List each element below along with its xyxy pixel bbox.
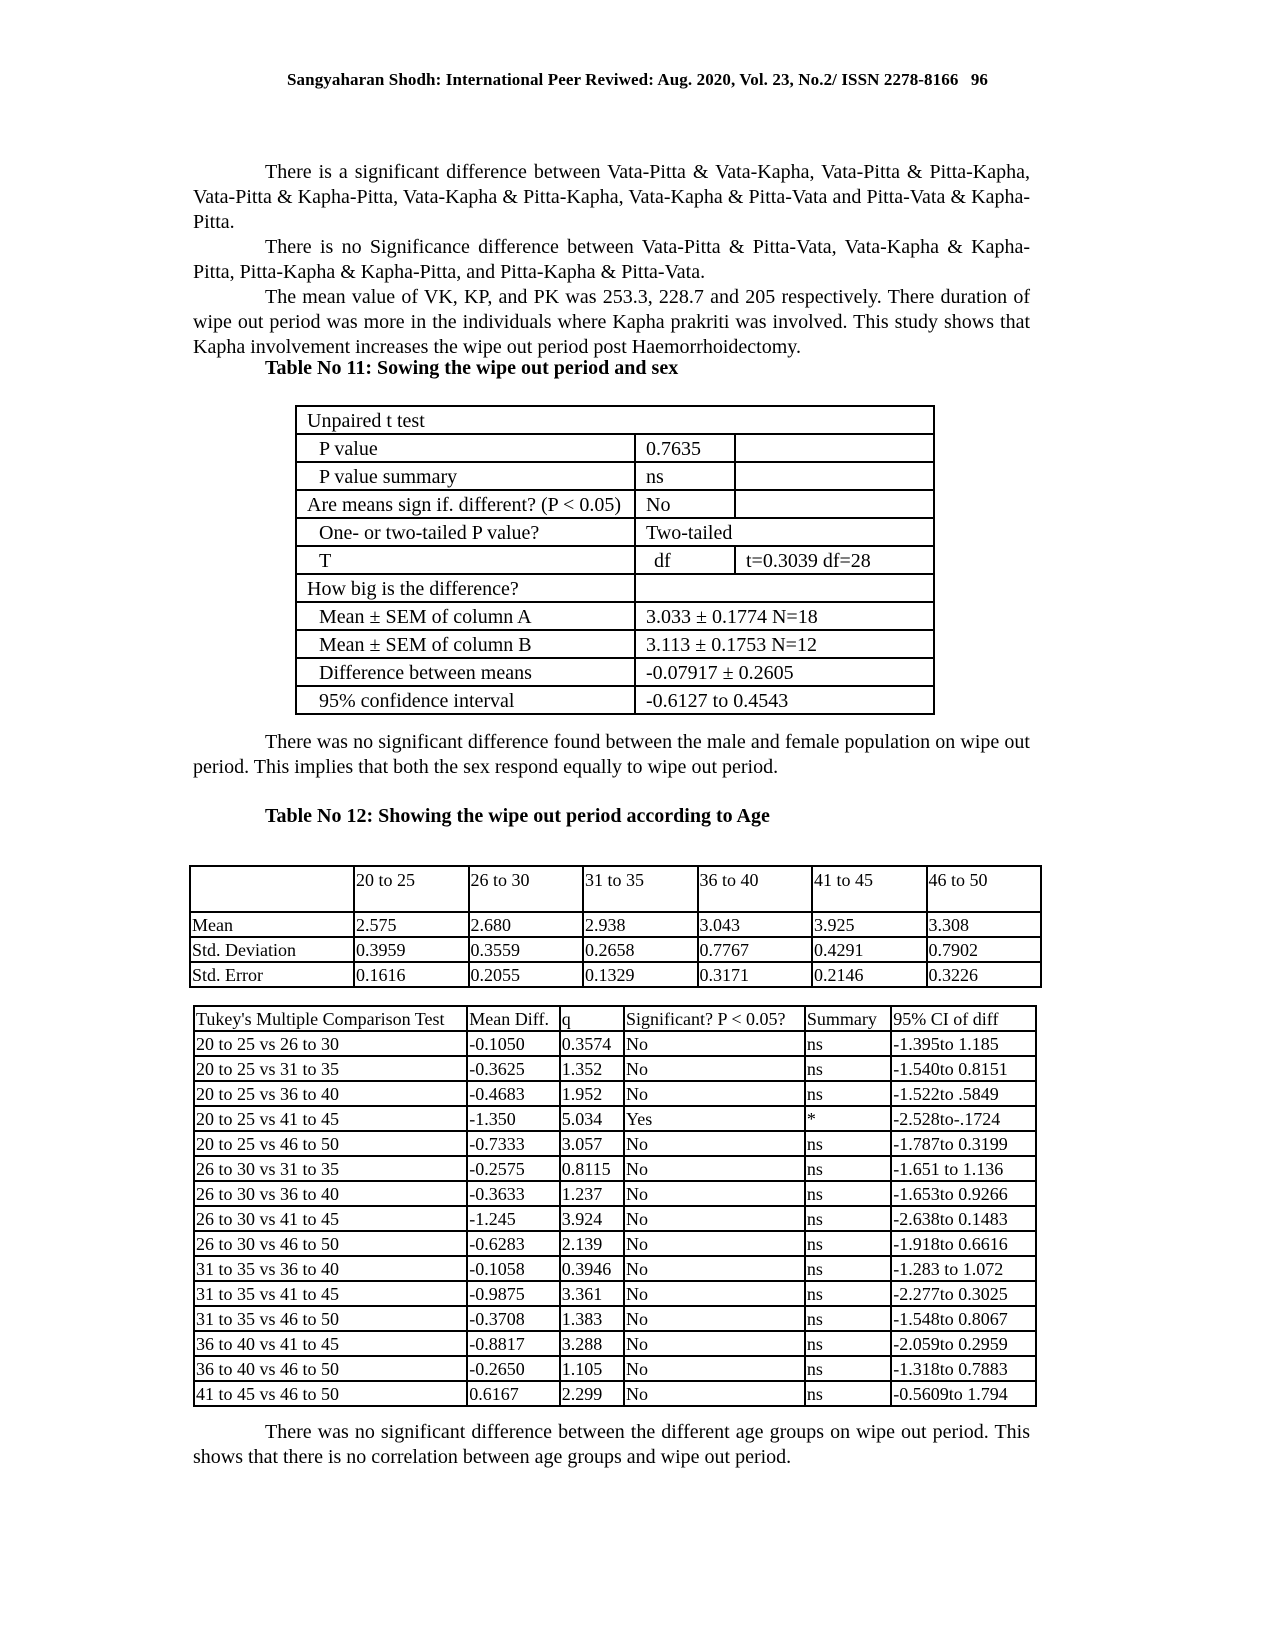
tukey-cell: * [805,1106,891,1131]
paragraph-significant: There is a significant difference between Vata-Pitta & Vata-Kapha, Vata-Pitta & Pitta-Kapha, Vata-Pitta & Kapha-Pitta, Vata-Kapha & Pitta-Kapha, Vata-Kapha & Pitta-Vata and Pitta-Vata & Kapha-Pitta. [193,161,1030,233]
tukey-cell: -1.918to 0.6616 [891,1231,1036,1256]
tukey-header-cell: Significant? P < 0.05? [624,1006,805,1031]
table12-cell: 2.938 [583,912,698,937]
t11-label: P value summary [296,462,635,490]
tukey-cell: No [624,1331,805,1356]
tukey-row [194,1356,1036,1381]
tukey-cell: ns [805,1381,891,1406]
tukey-cell: -1.653to 0.9266 [891,1181,1036,1206]
tukey-row [194,1331,1036,1356]
tukey-cell: -1.350 [467,1106,559,1131]
table12-row [190,962,1041,987]
tukey-cell: -1.540to 0.8151 [891,1056,1036,1081]
tukey-row [194,1381,1036,1406]
table12-row [190,937,1041,962]
table12-row [190,912,1041,937]
table12-header-row [190,866,1041,912]
tukey-cell: 31 to 35 vs 46 to 50 [194,1306,467,1331]
tukey-cell: 26 to 30 vs 31 to 35 [194,1156,467,1181]
tukey-cell: ns [805,1056,891,1081]
tukey-cell: No [624,1056,805,1081]
table12-cell: 2.575 [354,912,469,937]
body-text-top [193,160,1030,360]
tukey-cell: -0.3708 [467,1306,559,1331]
tukey-header-cell: q [560,1006,624,1031]
table12-cell: 0.2146 [812,962,927,987]
tukey-cell: Yes [624,1106,805,1131]
t11-label: Mean ± SEM of column B [296,630,635,658]
table12-caption: Table No 12: Showing the wipe out period according to Age [265,805,770,827]
table12-row-label: Std. Deviation [190,937,354,962]
tukey-header-cell: Summary [805,1006,891,1031]
tukey-cell: ns [805,1206,891,1231]
table12-cell: 0.3171 [698,962,813,987]
tukey-cell: -0.3625 [467,1056,559,1081]
tukey-cell: ns [805,1156,891,1181]
tukey-cell: -0.5609to 1.794 [891,1381,1036,1406]
tukey-cell: 26 to 30 vs 41 to 45 [194,1206,467,1231]
tukey-row [194,1106,1036,1131]
tukey-cell: No [624,1156,805,1181]
paragraph-no-significance: There is no Significance difference between Vata-Pitta & Pitta-Vata, Vata-Kapha & Kapha-Pitta, Pitta-Kapha & Kapha-Pitta, and Pitta-Kapha & Pitta-Vata. [193,236,1030,283]
t11-label: One- or two-tailed P value? [296,518,635,546]
tukey-cell: ns [805,1181,891,1206]
tukey-cell: -0.2575 [467,1156,559,1181]
tukey-cell: No [624,1231,805,1256]
tukey-cell: -0.8817 [467,1331,559,1356]
tukey-row [194,1156,1036,1181]
tukey-cell: 5.034 [560,1106,624,1131]
body-text-age [193,1420,1030,1470]
tukey-cell: 26 to 30 vs 36 to 40 [194,1181,467,1206]
t11-label: Are means sign if. different? (P < 0.05) [296,490,635,518]
tukey-cell: No [624,1181,805,1206]
tukey-cell: -2.528to-.1724 [891,1106,1036,1131]
table11 [295,405,935,715]
t11-empty [635,574,934,602]
paragraph-sex-result: There was no significant difference found between the male and female population on wipe out period. This implies that both the sex respond equally to wipe out period. [193,731,1030,778]
paragraph-mean-values: The mean value of VK, KP, and PK was 253.3, 228.7 and 205 respectively. There duration of wipe out period was more in the individuals where Kapha prakriti was involved. This study shows that Kapha involvement increases the wipe out period post Haemorrhoidectomy. [193,286,1030,358]
tukey-cell: ns [805,1256,891,1281]
tukey-header-cell: 95% CI of diff [891,1006,1036,1031]
t11-value: 3.113 ± 0.1753 N=12 [635,630,934,658]
tukey-cell: -2.277to 0.3025 [891,1281,1036,1306]
tukey-cell: -0.7333 [467,1131,559,1156]
tukey-header-row [194,1006,1036,1031]
tukey-cell: 1.952 [560,1081,624,1106]
tukey-cell: -1.318to 0.7883 [891,1356,1036,1381]
tukey-cell: -1.395to 1.185 [891,1031,1036,1056]
t11-df-label: df [635,546,735,574]
tukey-cell: 1.383 [560,1306,624,1331]
t11-empty [735,490,934,518]
tukey-cell: -0.1050 [467,1031,559,1056]
tukey-cell: ns [805,1081,891,1106]
tukey-cell: -1.651 to 1.136 [891,1156,1036,1181]
tukey-cell: -0.1058 [467,1256,559,1281]
tukey-cell: No [624,1256,805,1281]
table12-group-header: 31 to 35 [583,866,698,912]
tukey-cell: No [624,1206,805,1231]
t11-value: -0.07917 ± 0.2605 [635,658,934,686]
tukey-cell: -0.6283 [467,1231,559,1256]
tukey-cell: 31 to 35 vs 36 to 40 [194,1256,467,1281]
t11-value: Two-tailed [635,518,934,546]
t11-title: Unpaired t test [296,406,934,434]
table12-cell: 3.308 [927,912,1042,937]
tukey-cell: No [624,1381,805,1406]
table12-cell: 0.1329 [583,962,698,987]
tukey-cell: 1.352 [560,1056,624,1081]
table12-cell: 2.680 [469,912,584,937]
t11-value: 0.7635 [635,434,735,462]
tukey-cell: 3.288 [560,1331,624,1356]
tukey-cell: -0.9875 [467,1281,559,1306]
tukey-cell: No [624,1081,805,1106]
tukey-cell: ns [805,1131,891,1156]
tukey-row [194,1131,1036,1156]
tukey-cell: 3.924 [560,1206,624,1231]
tukey-row [194,1081,1036,1106]
tukey-cell: 20 to 25 vs 36 to 40 [194,1081,467,1106]
tukey-cell: 2.139 [560,1231,624,1256]
tukey-cell: 0.8115 [560,1156,624,1181]
tukey-cell: ns [805,1281,891,1306]
tukey-header-cell: Tukey's Multiple Comparison Test [194,1006,467,1031]
tukey-row [194,1231,1036,1256]
t11-label: 95% confidence interval [296,686,635,714]
tukey-cell: -1.283 to 1.072 [891,1256,1036,1281]
table12-cell: 3.043 [698,912,813,937]
tukey-cell: 0.3946 [560,1256,624,1281]
tukey-cell: -2.638to 0.1483 [891,1206,1036,1231]
tukey-cell: No [624,1131,805,1156]
table12-cell: 3.925 [812,912,927,937]
t11-value: ns [635,462,735,490]
tukey-cell: 1.237 [560,1181,624,1206]
table12-cell: 0.3226 [927,962,1042,987]
tukey-cell: 2.299 [560,1381,624,1406]
tukey-cell: 20 to 25 vs 41 to 45 [194,1106,467,1131]
table12-cell: 0.1616 [354,962,469,987]
page-number: 96 [970,70,989,89]
t11-empty [735,434,934,462]
tukey-cell: 20 to 25 vs 26 to 30 [194,1031,467,1056]
table12-tukey [193,1005,1037,1407]
tukey-cell: 36 to 40 vs 41 to 45 [194,1331,467,1356]
tukey-cell: -2.059to 0.2959 [891,1331,1036,1356]
tukey-cell: 3.361 [560,1281,624,1306]
t11-label: How big is the difference? [296,574,635,602]
tukey-cell: 31 to 35 vs 41 to 45 [194,1281,467,1306]
tukey-cell: -0.2650 [467,1356,559,1381]
running-header [0,70,1275,90]
tukey-cell: ns [805,1231,891,1256]
tukey-row [194,1256,1036,1281]
t11-value: -0.6127 to 0.4543 [635,686,934,714]
table12-group-header: 41 to 45 [812,866,927,912]
paragraph-age-result: There was no significant difference between the different age groups on wipe out period. This shows that there is no correlation between age groups and wipe out period. [193,1421,1030,1468]
tukey-cell: 20 to 25 vs 46 to 50 [194,1131,467,1156]
tukey-cell: 3.057 [560,1131,624,1156]
table12-group-header: 36 to 40 [698,866,813,912]
tukey-row [194,1181,1036,1206]
t11-label: T [296,546,635,574]
table12-row-label: Std. Error [190,962,354,987]
t11-empty [735,462,934,490]
t11-label: Mean ± SEM of column A [296,602,635,630]
t11-label: P value [296,434,635,462]
tukey-cell: -1.522to .5849 [891,1081,1036,1106]
tukey-cell: 26 to 30 vs 46 to 50 [194,1231,467,1256]
tukey-cell: 0.6167 [467,1381,559,1406]
t11-value: t=0.3039 df=28 [735,546,934,574]
t11-value: No [635,490,735,518]
tukey-row [194,1056,1036,1081]
tukey-cell: -1.548to 0.8067 [891,1306,1036,1331]
tukey-cell: -0.4683 [467,1081,559,1106]
tukey-row [194,1281,1036,1306]
tukey-cell: ns [805,1306,891,1331]
table12-group-header: 46 to 50 [927,866,1042,912]
table12-group-header: 20 to 25 [354,866,469,912]
tukey-cell: No [624,1281,805,1306]
t11-label: Difference between means [296,658,635,686]
tukey-cell: ns [805,1356,891,1381]
tukey-cell: ns [805,1031,891,1056]
tukey-cell: 0.3574 [560,1031,624,1056]
table12-cell: 0.4291 [812,937,927,962]
journal-title: Sangyaharan Shodh: International Peer Reviwed: Aug. 2020, Vol. 23, No.2/ ISSN 2278-8166 [286,70,959,89]
tukey-cell: 36 to 40 vs 46 to 50 [194,1356,467,1381]
table12-row-label: Mean [190,912,354,937]
tukey-cell: -1.245 [467,1206,559,1231]
table11-caption: Table No 11: Sowing the wipe out period and sex [265,357,679,379]
tukey-cell: No [624,1306,805,1331]
table12-cell: 0.2055 [469,962,584,987]
tukey-cell: No [624,1356,805,1381]
tukey-cell: -0.3633 [467,1181,559,1206]
table12-descriptive [189,865,1042,988]
tukey-cell: -1.787to 0.3199 [891,1131,1036,1156]
table12-cell: 0.7902 [927,937,1042,962]
table12-cell: 0.2658 [583,937,698,962]
table12-cell: 0.3559 [469,937,584,962]
body-text-sex [193,730,1030,780]
table12-corner [190,866,354,912]
tukey-cell: No [624,1031,805,1056]
t11-value: 3.033 ± 0.1774 N=18 [635,602,934,630]
tukey-header-cell: Mean Diff. [467,1006,559,1031]
tukey-row [194,1206,1036,1231]
table12-group-header: 26 to 30 [469,866,584,912]
tukey-cell: ns [805,1331,891,1356]
tukey-row [194,1031,1036,1056]
tukey-cell: 1.105 [560,1356,624,1381]
table12-cell: 0.7767 [698,937,813,962]
table12-cell: 0.3959 [354,937,469,962]
tukey-cell: 41 to 45 vs 46 to 50 [194,1381,467,1406]
tukey-cell: 20 to 25 vs 31 to 35 [194,1056,467,1081]
tukey-row [194,1306,1036,1331]
